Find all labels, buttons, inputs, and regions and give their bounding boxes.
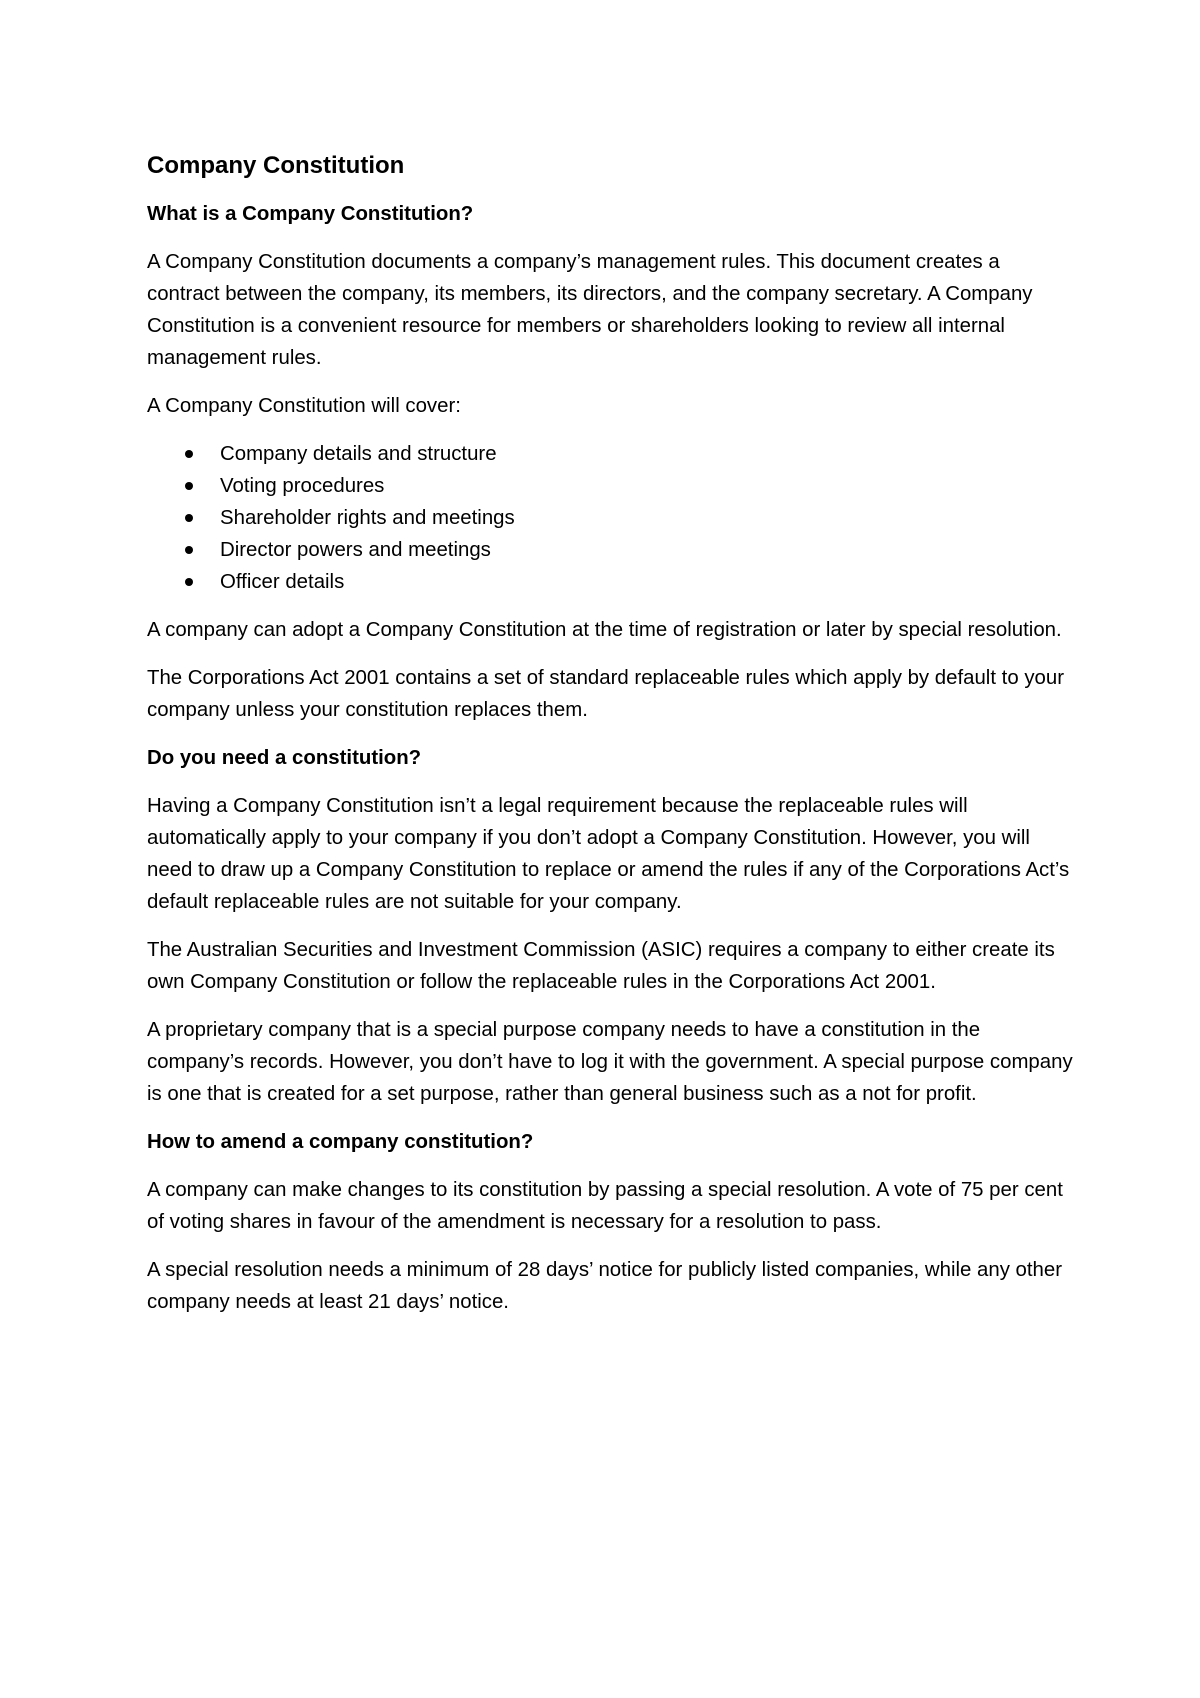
section-heading: How to amend a company constitution? xyxy=(147,1131,534,1153)
document-body xyxy=(147,150,1077,1334)
list-item-text: Voting procedures xyxy=(220,475,385,497)
bullet-icon xyxy=(185,450,193,458)
paragraph: The Corporations Act 2001 contains a set of standard replaceable rules which apply by default to your company unless your constitution replaces them. xyxy=(147,667,1064,721)
section-heading: Do you need a constitution? xyxy=(147,747,422,769)
section-heading: What is a Company Constitution? xyxy=(147,203,474,225)
list-item xyxy=(147,534,1077,566)
bullet-icon xyxy=(185,482,193,490)
paragraph: A Company Constitution will cover: xyxy=(147,395,461,417)
list-item-text: Shareholder rights and meetings xyxy=(220,507,515,529)
list-item xyxy=(147,502,1077,534)
paragraph: A company can adopt a Company Constitution at the time of registration or later by special resolution. xyxy=(147,619,1062,641)
paragraph: A proprietary company that is a special purpose company needs to have a constitution in the company’s records. However, you don’t have to log it with the government. A special purpose company is one that is created for a set purpose, rather than general business such as a not for profit. xyxy=(147,1019,1073,1105)
paragraph: The Australian Securities and Investment Commission (ASIC) requires a company to either create its own Company Constitution or follow the replaceable rules in the Corporations Act 2001. xyxy=(147,939,1055,993)
list-item xyxy=(147,566,1077,598)
bullet-icon xyxy=(185,546,193,554)
coverage-list xyxy=(147,438,1077,598)
bullet-icon xyxy=(185,514,193,522)
paragraph: A special resolution needs a minimum of 28 days’ notice for publicly listed companies, while any other company needs at least 21 days’ notice. xyxy=(147,1259,1063,1313)
list-item xyxy=(147,470,1077,502)
paragraph: Having a Company Constitution isn’t a legal requirement because the replaceable rules will automatically apply to your company if you don’t adopt a Company Constitution. However, you will need to draw up a Company Constitution to replace or amend the rules if any of the Corporations Act’s default replaceable rules are not suitable for your company. xyxy=(147,795,1070,913)
list-item-text: Officer details xyxy=(220,571,345,593)
paragraph: A company can make changes to its constitution by passing a special resolution. A vote of 75 per cent of voting shares in favour of the amendment is necessary for a resolution to pass. xyxy=(147,1179,1063,1233)
list-item-text: Director powers and meetings xyxy=(220,539,491,561)
list-item xyxy=(147,438,1077,470)
document-title: Company Constitution xyxy=(147,152,405,179)
list-item-text: Company details and structure xyxy=(220,443,497,465)
bullet-icon xyxy=(185,578,193,586)
paragraph: A Company Constitution documents a company’s management rules. This document creates a contract between the company, its members, its directors, and the company secretary. A Company Constitution is a convenient resource for members or shareholders looking to review all internal management rules. xyxy=(147,251,1033,369)
